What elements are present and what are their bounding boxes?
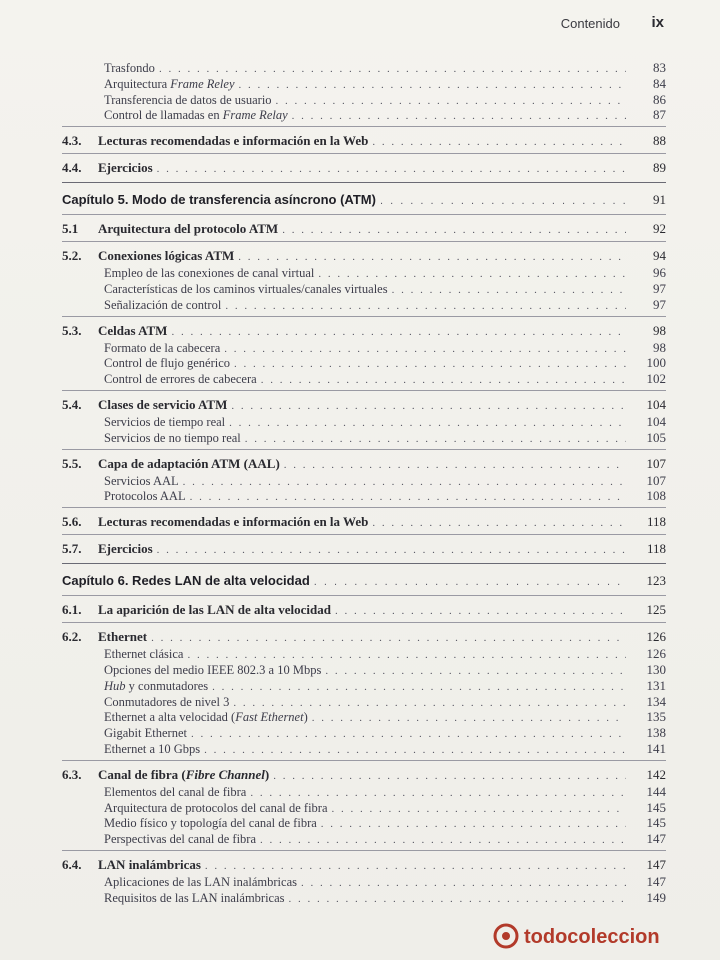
entry-page-number: 118 (646, 514, 666, 530)
section-separator (62, 126, 666, 127)
entry-title: Arquitectura del protocolo ATM (98, 221, 279, 237)
section-separator (62, 622, 666, 623)
leader-dots (332, 803, 626, 815)
toc-subentry (62, 60, 666, 76)
leader-dots (335, 605, 626, 617)
section-number: 4.3. (62, 133, 82, 149)
toc-section (62, 133, 666, 150)
toc-section (62, 767, 666, 784)
section-number: 5.4. (62, 396, 82, 412)
entry-page-number: 92 (653, 221, 666, 237)
toc-subentry (62, 371, 666, 387)
toc-subentry (62, 414, 666, 430)
entry-page-number: 83 (653, 60, 666, 75)
leader-dots (151, 632, 626, 644)
leader-dots (157, 163, 626, 175)
entry-title: Señalización de control (104, 297, 222, 312)
entry-title: Gigabit Ethernet (104, 726, 187, 741)
toc-subentry (62, 488, 666, 504)
leader-dots (372, 136, 626, 148)
entry-page-number: 130 (646, 661, 666, 677)
section-number: 6.4. (62, 856, 82, 872)
entry-page-number: 145 (646, 815, 666, 831)
entry-title: Arquitectura Frame Reley (104, 76, 235, 91)
toc-subentry (62, 800, 666, 816)
toc-subentry (62, 678, 666, 694)
section-number: 5.7. (62, 541, 82, 557)
leader-dots (229, 417, 626, 429)
leader-dots (225, 300, 626, 312)
leader-dots (289, 893, 626, 905)
entry-title: Lecturas recomendadas e información en la Web (98, 133, 369, 149)
leader-dots (318, 268, 626, 280)
section-number: 5.2. (62, 248, 82, 264)
section-number: 5.1 (62, 221, 79, 237)
section-number: 6.3. (62, 766, 82, 782)
leader-dots (325, 665, 626, 677)
leader-dots (204, 744, 626, 756)
toc-section (62, 629, 666, 646)
entry-title: Control de flujo genérico (104, 356, 231, 371)
entry-page-number: 126 (646, 629, 666, 645)
toc-section (62, 541, 666, 558)
entry-page-number: 107 (646, 455, 666, 471)
toc-section (62, 397, 666, 414)
section-separator (62, 595, 666, 596)
section-number: 5.6. (62, 514, 82, 530)
entry-title: Canal de fibra (Fibre Channel) (98, 766, 270, 782)
leader-dots (187, 649, 626, 661)
entry-title: Opciones del medio IEEE 802.3 a 10 Mbps (104, 662, 322, 677)
section-separator (62, 316, 666, 317)
leader-dots (392, 284, 626, 296)
toc-chapter (62, 573, 666, 592)
section-separator (62, 507, 666, 508)
leader-dots (250, 787, 626, 799)
entry-title: Ethernet (98, 629, 148, 645)
toc-subentry (62, 92, 666, 108)
entry-title: Servicios de tiempo real (104, 414, 226, 429)
page-header (0, 14, 720, 38)
leader-dots (212, 681, 626, 693)
entry-page-number: 105 (646, 429, 666, 445)
section-separator (62, 534, 666, 535)
entry-title: Control de llamadas en Frame Relay (104, 108, 288, 123)
section-number: 4.4. (62, 160, 82, 176)
entry-page-number: 107 (646, 472, 666, 488)
leader-dots (224, 343, 626, 355)
entry-page-number: 138 (646, 725, 666, 741)
running-head: Contenido (560, 16, 620, 31)
leader-dots (205, 860, 626, 872)
toc-section (62, 160, 666, 177)
toc-subentry (62, 815, 666, 831)
section-separator (62, 241, 666, 242)
leader-dots (238, 251, 626, 263)
entry-page-number: 141 (646, 740, 666, 756)
toc-subentry (62, 281, 666, 297)
toc-subentry (62, 741, 666, 757)
entry-page-number: 104 (646, 413, 666, 429)
entry-page-number: 147 (646, 831, 666, 847)
section-number: 5.3. (62, 322, 82, 338)
toc-subentry (62, 874, 666, 890)
leader-dots (260, 834, 626, 846)
leader-dots (380, 195, 626, 207)
entry-page-number: 125 (646, 602, 666, 618)
section-separator (62, 182, 666, 183)
entry-title: Ethernet a 10 Gbps (104, 741, 201, 756)
leader-dots (233, 697, 626, 709)
toc-section (62, 323, 666, 340)
toc-subentry (62, 265, 666, 281)
leader-dots (284, 459, 626, 471)
entry-title: Empleo de las conexiones de canal virtual (104, 266, 315, 281)
entry-title: Lecturas recomendadas e información en la Web (98, 514, 369, 530)
entry-page-number: 108 (646, 488, 666, 504)
entry-title: Servicios AAL (104, 473, 179, 488)
toc-subentry (62, 831, 666, 847)
entry-page-number: 91 (653, 192, 666, 208)
entry-title: Hub y conmutadores (104, 678, 209, 693)
entry-title: Requisitos de las LAN inalámbricas (104, 890, 285, 905)
entry-title: Transferencia de datos de usuario (104, 92, 272, 107)
entry-page-number: 89 (653, 160, 666, 176)
entry-page-number: 123 (646, 573, 666, 589)
entry-title: Capítulo 6. Redes LAN de alta velocidad (62, 573, 310, 589)
entry-title: Aplicaciones de las LAN inalámbricas (104, 874, 297, 889)
entry-page-number: 100 (646, 355, 666, 371)
entry-page-number: 149 (646, 889, 666, 905)
section-number: 6.1. (62, 602, 82, 618)
toc-subentry (62, 662, 666, 678)
entry-title: Perspectivas del canal de fibra (104, 832, 257, 847)
leader-dots (314, 576, 626, 588)
entry-page-number: 88 (653, 133, 666, 149)
toc-subentry (62, 107, 666, 123)
toc-subentry (62, 340, 666, 356)
entry-title: Protocolos AAL (104, 489, 186, 504)
entry-title: LAN inalámbricas (98, 856, 201, 872)
toc-section (62, 857, 666, 874)
leader-dots (301, 877, 626, 889)
toc-subentry (62, 297, 666, 313)
toc-subentry (62, 784, 666, 800)
toc-section (62, 221, 666, 238)
leader-dots (245, 433, 626, 445)
leader-dots (183, 476, 626, 488)
leader-dots (234, 358, 626, 370)
section-number: 5.5. (62, 455, 82, 471)
leader-dots (190, 491, 626, 503)
entry-page-number: 87 (653, 107, 666, 123)
toc-subentry (62, 709, 666, 725)
entry-page-number: 98 (653, 322, 666, 338)
entry-title: Elementos del canal de fibra (104, 784, 247, 799)
entry-page-number: 144 (646, 783, 666, 799)
leader-dots (159, 63, 626, 75)
leader-dots (171, 326, 626, 338)
toc-section (62, 514, 666, 531)
leader-dots (321, 818, 626, 830)
page-number: ix (651, 14, 664, 31)
leader-dots (276, 95, 626, 107)
entry-page-number: 142 (646, 766, 666, 782)
entry-title: Trasfondo (104, 61, 155, 75)
entry-page-number: 135 (646, 709, 666, 725)
leader-dots (191, 728, 626, 740)
section-number: 6.2. (62, 629, 82, 645)
toc-subentry (62, 76, 666, 92)
toc-section (62, 456, 666, 473)
toc-subentry (62, 355, 666, 371)
leader-dots (261, 374, 626, 386)
toc-section (62, 248, 666, 265)
entry-title: Ejercicios (98, 541, 153, 557)
leader-dots (273, 770, 626, 782)
toc-subentry (62, 890, 666, 906)
entry-title: Ejercicios (98, 160, 153, 176)
entry-title: Celdas ATM (98, 322, 168, 338)
entry-page-number: 97 (653, 296, 666, 312)
entry-title: Ethernet clásica (104, 647, 184, 662)
entry-title: Capa de adaptación ATM (AAL) (98, 455, 280, 471)
entry-title: Características de los caminos virtuales/canales virtuales (104, 281, 388, 296)
entry-title: Clases de servicio ATM (98, 396, 228, 412)
entry-title: Control de errores de cabecera (104, 372, 257, 387)
leader-dots (292, 110, 626, 122)
section-separator (62, 449, 666, 450)
toc-subentry (62, 646, 666, 662)
toc-section (62, 602, 666, 619)
entry-page-number: 86 (653, 91, 666, 107)
entry-title: Conexiones lógicas ATM (98, 248, 235, 264)
entry-page-number: 97 (653, 280, 666, 296)
leader-dots (239, 79, 627, 91)
entry-page-number: 126 (646, 646, 666, 662)
section-separator (62, 563, 666, 564)
entry-page-number: 134 (646, 693, 666, 709)
entry-page-number: 84 (653, 75, 666, 91)
entry-page-number: 104 (646, 396, 666, 412)
leader-dots (231, 400, 626, 412)
leader-dots (157, 544, 626, 556)
toc-chapter (62, 192, 666, 211)
entry-page-number: 98 (653, 339, 666, 355)
entry-title: Medio físico y topología del canal de fibra (104, 816, 317, 831)
entry-title: Capítulo 5. Modo de transferencia asíncrono (ATM) (62, 192, 376, 208)
leader-dots (372, 517, 626, 529)
entry-page-number: 102 (646, 371, 666, 387)
section-separator (62, 214, 666, 215)
section-separator (62, 390, 666, 391)
toc-subentry (62, 694, 666, 710)
entry-page-number: 118 (646, 541, 666, 557)
entry-page-number: 145 (646, 799, 666, 815)
entry-page-number: 147 (646, 873, 666, 889)
entry-title: Conmutadores de nivel 3 (104, 694, 230, 709)
entry-page-number: 147 (646, 856, 666, 872)
entry-page-number: 96 (653, 265, 666, 281)
entry-title: La aparición de las LAN de alta velocidad (98, 602, 331, 618)
section-separator (62, 760, 666, 761)
svg-text:todocoleccion: todocoleccion (524, 926, 660, 948)
leader-dots (312, 712, 626, 724)
leader-dots (282, 224, 626, 236)
entry-page-number: 94 (653, 248, 666, 264)
toc-subentry (62, 725, 666, 741)
toc-subentry (62, 430, 666, 446)
section-separator (62, 850, 666, 851)
watermark-logo (490, 916, 710, 956)
entry-page-number: 131 (646, 677, 666, 693)
toc-subentry (62, 473, 666, 489)
entry-title: Arquitectura de protocolos del canal de fibra (104, 800, 328, 815)
entry-title: Servicios de no tiempo real (104, 430, 241, 445)
section-separator (62, 153, 666, 154)
entry-title: Ethernet a alta velocidad (Fast Ethernet) (104, 710, 308, 725)
table-of-contents (62, 60, 666, 906)
entry-title: Formato de la cabecera (104, 340, 221, 355)
